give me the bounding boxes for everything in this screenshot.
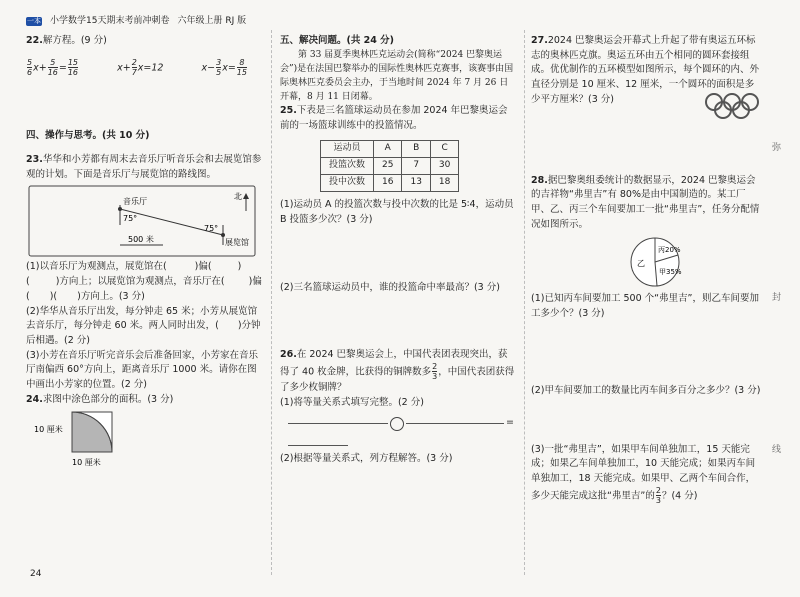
olympics-intro: 第 33 届夏季奥林匹克运动会(简称“2024 巴黎奥运会”)是在法国巴黎举办的国际性奥林匹克赛事，该赛事由国际奥林匹克委员会主办，于当地时间 2024 年 7 月 26 日开幕，8 月 11 日闭幕。 (280, 49, 514, 102)
question-23-part3: (3)小芳在音乐厅听完音乐会后准备回家，小芳家在音乐厅南偏西 60°方向上，距离音乐厅 1000 米。请你在图中画出小芳家的位置。(2 分) (26, 349, 258, 391)
book-title: 小学数学15天期末考前冲刺卷 (50, 16, 170, 26)
museum-label: 展览馆 (225, 238, 249, 248)
right-column (531, 34, 763, 505)
scale-label: 500 米 (128, 235, 154, 245)
question-26-part1: (1)将等量关系式填写完整。(2 分) (280, 396, 424, 408)
question-28-part2: (2)甲车间要加工的数量比丙车间多百分之多少？(3 分) (531, 384, 761, 396)
column-divider (524, 30, 525, 575)
question-23: 23.华华和小芳都有周末去音乐厅听音乐会和去展览馆参观的计划。下面是音乐厅与展览馆的路线图。 (26, 153, 262, 180)
question-25-part2: (2)三名篮球运动员中，谁的投篮命中率最高？(3 分) (280, 282, 500, 294)
north-label: 北 (234, 192, 242, 202)
question-25: 25.下表是三名篮球运动员在参加 2024 年巴黎奥运会前的一场篮球训练中的投篮情况。 (280, 105, 508, 132)
table-row: 投篮次数 25 7 30 (321, 157, 459, 174)
question-26: 26.在 2024 巴黎奥运会上，中国代表团表现突出，获得了 40 枚金牌，比获得的铜牌数多 $\frac{2}{3}$ ，中国代表团获得了多少枚铜牌？ (280, 349, 515, 393)
basketball-table (320, 140, 459, 192)
relation-blanks: = (288, 416, 517, 431)
pie-label-jia: 甲35% (659, 268, 682, 277)
brand-logo: 一本 (27, 17, 41, 26)
equation-2: x+ $\frac{2}{7}$ x=12 (117, 57, 164, 77)
equation-3: x− $\frac{3}{5}$ x= $\frac{8}{15}$ (201, 57, 247, 77)
middle-column (280, 34, 517, 466)
question-22: 22.解方程。(9 分) (26, 35, 107, 46)
route-map (28, 185, 256, 257)
concert-hall-label: 音乐厅 (123, 197, 147, 207)
column-divider (271, 30, 272, 575)
question-25-part1: (1)运动员 A 的投篮次数与投中次数的比是 5∶4，运动员 B 投篮多少次？(3 分) (280, 198, 514, 225)
question-24: 24.求图中涂色部分的面积。(3 分) (26, 393, 174, 405)
concert-hall-point (118, 207, 122, 211)
angle-label: 75° (204, 224, 219, 234)
angle-label: 75° (123, 214, 138, 224)
blank-line[interactable] (288, 445, 348, 446)
operator-circle[interactable] (390, 417, 404, 431)
page-number: 24 (30, 569, 42, 579)
question-28: 28.据巴黎奥组委统计的数据显示，2024 巴黎奥运会的吉祥物“弗里吉”有 80%是由中国制造的。某工厂甲、乙、丙三个车间要加工一批“弗里吉”，任务分配情况如图所示。 (531, 174, 760, 230)
pie-label-bing: 丙20% (658, 246, 681, 255)
page-header (26, 15, 246, 29)
table-header-row: 运动员 A B C (321, 140, 459, 157)
grade-label: 六年级上册 RJ 版 (177, 16, 247, 26)
question-23-part2: (2)华华从音乐厅出发，每分钟走 65 米；小芳从展览馆去音乐厅，每分钟走 60 米。两人同时出发，( )分钟后相遇。(2 分) (26, 305, 261, 346)
section-4-title: 四、操作与思考。(共 10 分) (26, 129, 150, 141)
equation-1: $\frac{5}{6}$ x+ $\frac{5}{16}$ = $\frac{15}{16}$ (27, 57, 79, 77)
section-5-title: 五、解决问题。(共 24 分) (280, 35, 395, 46)
shaded-figure (28, 408, 148, 470)
question-23-part1: (1)以音乐厅为观测点，展览馆在( )偏( ) ( )方向上；以展览馆为观测点，音乐厅在( )偏 ( )( )方向上。(3 分) (26, 261, 262, 302)
olympic-rings (703, 92, 783, 122)
question-27: 27.2024 巴黎奥运会开幕式上升起了带有奥运五环标志的奥林匹克旗。奥运五环由五个相同的圆环套接组成。优优制作的五环模型如图所示，每个圆环的内、外直径分别是 10 厘米、12 厘米，一个圆环的面积是多少平方厘米？(3 分) (531, 35, 760, 105)
bottom-length-label: 10 厘米 (72, 457, 101, 467)
question-26-part2: (2)根据等量关系式，列方程解答。(3 分) (280, 452, 453, 464)
question-28-part3: (3)一批“弗里吉”，如果甲车间单独加工，15 天能完成；如果乙车间单独加工，10 天能完成；如果丙车间单独加工，18 天能完成。如果甲、乙两个车间合作，多少天能完成这批“弗里吉”的 $\frac{2}{3}$ ？(4 分) (531, 443, 756, 505)
blank-line[interactable] (406, 423, 504, 424)
binding-mark: 弥 (772, 143, 782, 153)
binding-mark: 线 (772, 445, 782, 455)
museum-point (221, 233, 225, 237)
table-row: 投中次数 16 13 18 (321, 174, 459, 191)
question-28-part1: (1)已知丙车间要加工 500 个“弗里吉”，则乙车间要加工多少个？(3 分) (531, 293, 759, 320)
equations-row (26, 59, 248, 77)
binding-mark: 封 (772, 293, 782, 303)
blank-line[interactable] (288, 423, 388, 424)
side-length-label: 10 厘米 (34, 424, 63, 434)
pie-label-yi: 乙 (637, 259, 645, 269)
left-column (26, 34, 266, 470)
task-pie-chart (617, 234, 697, 290)
